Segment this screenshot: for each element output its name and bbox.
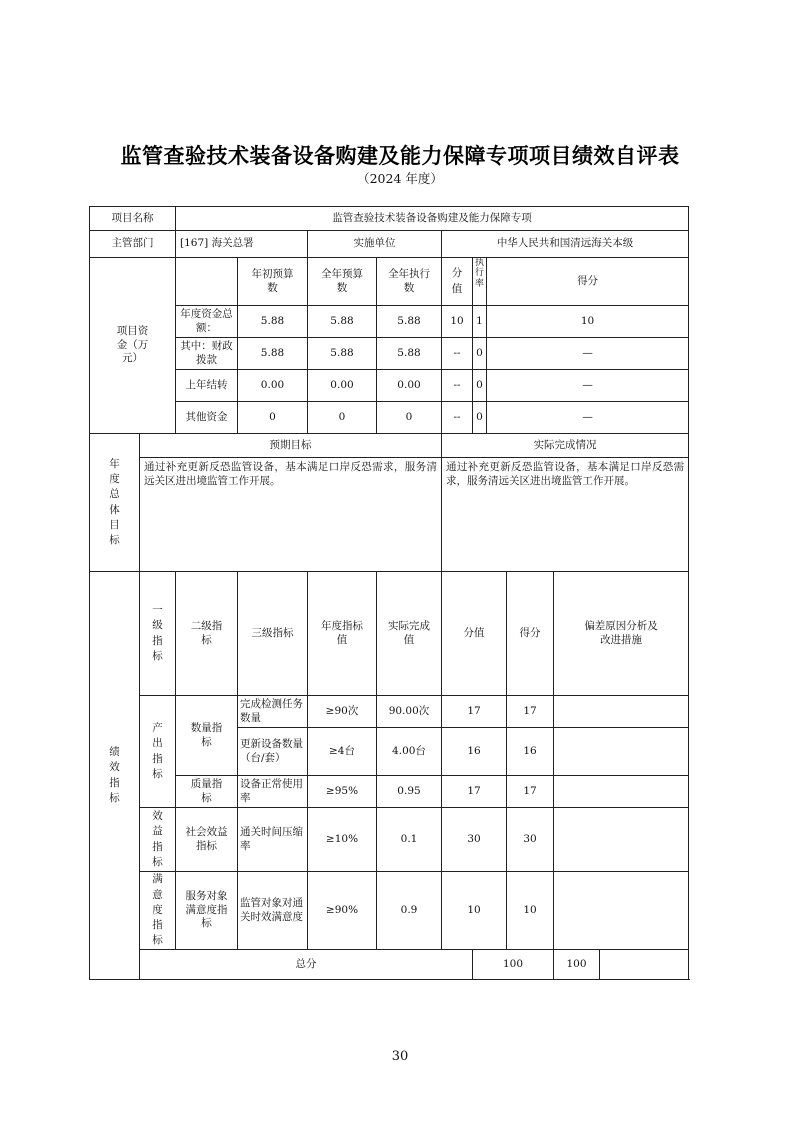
perf-l3: 通关时间压缩率: [238, 808, 308, 872]
funds-row-score: --: [442, 370, 473, 402]
perf-l3: 监管对象对通关时效满意度: [238, 872, 308, 950]
perf-deviation: [554, 728, 689, 776]
perf-target: ≥4台: [308, 728, 377, 776]
funds-row-got: —: [487, 402, 689, 434]
expected-goal-header: 预期目标: [140, 434, 442, 458]
funds-row-got: 10: [487, 306, 689, 338]
perf-score: 30: [442, 808, 507, 872]
perf-header-actual: 实际完成值: [377, 572, 442, 696]
funds-row-exec: 0: [377, 402, 442, 434]
perf-target: ≥10%: [308, 808, 377, 872]
perf-actual: 0.9: [377, 872, 442, 950]
perf-got: 17: [507, 696, 554, 728]
perf-score: 17: [442, 776, 507, 808]
perf-target: ≥90次: [308, 696, 377, 728]
perf-l3: 更新设备数量（台/套）: [238, 728, 308, 776]
funds-row-rate: 0: [473, 370, 487, 402]
evaluation-table: [89, 206, 689, 980]
perf-indicator-label: 绩效指标: [90, 572, 140, 980]
perf-header-l3: 三级指标: [238, 572, 308, 696]
perf-l1-output: 产出指标: [140, 696, 176, 808]
actual-result-header: 实际完成情况: [442, 434, 689, 458]
page-subtitle: （2024 年度）: [357, 171, 443, 186]
funds-row-initial: 5.88: [238, 338, 308, 370]
funds-row-full: 0.00: [308, 370, 377, 402]
funds-header-exec: 全年执行数: [377, 258, 442, 306]
perf-target: ≥90%: [308, 872, 377, 950]
funds-row-full: 5.88: [308, 338, 377, 370]
perf-actual: 0.95: [377, 776, 442, 808]
funds-row-name: 其中：财政拨款: [176, 338, 238, 370]
funds-row-full: 5.88: [308, 306, 377, 338]
funds-header-blank: [176, 258, 238, 306]
perf-actual: 0.1: [377, 808, 442, 872]
perf-actual: 90.00次: [377, 696, 442, 728]
project-name-label: 项目名称: [90, 207, 176, 231]
unit-value: 中华人民共和国清远海关本级: [442, 231, 689, 258]
unit-label: 实施单位: [308, 231, 442, 258]
funds-row-initial: 5.88: [238, 306, 308, 338]
funds-header-rate: 执行率: [473, 258, 487, 306]
funds-row-rate: 0: [473, 402, 487, 434]
perf-header-target: 年度指标值: [308, 572, 377, 696]
perf-l1-benefit: 效益指标: [140, 808, 176, 872]
total-got: 100: [554, 950, 600, 980]
project-name-value: 监管查验技术装备设备购建及能力保障专项: [176, 207, 689, 231]
perf-deviation: [554, 696, 689, 728]
funds-header-full: 全年预算数: [308, 258, 377, 306]
perf-got: 16: [507, 728, 554, 776]
dept-label: 主管部门: [90, 231, 176, 258]
perf-score: 10: [442, 872, 507, 950]
funds-row-name: 年度资金总额：: [176, 306, 238, 338]
funds-row-initial: 0.00: [238, 370, 308, 402]
annual-goal-label: 年度总体目标: [90, 434, 140, 572]
perf-l3: 设备正常使用率: [238, 776, 308, 808]
expected-goal-text: 通过补充更新反恐监管设备，基本满足口岸反恐需求，服务清远关区进出境监管工作开展。: [140, 458, 442, 572]
funds-row-name: 上年结转: [176, 370, 238, 402]
funds-row-full: 0: [308, 402, 377, 434]
perf-deviation: [554, 872, 689, 950]
perf-score: 16: [442, 728, 507, 776]
funds-label: 项目资金（万元）: [90, 258, 176, 434]
funds-row-rate: 0: [473, 338, 487, 370]
funds-row-got: —: [487, 370, 689, 402]
perf-l2-quality: 质量指标: [176, 776, 238, 808]
perf-header-l1: 一级指标: [140, 572, 176, 696]
perf-header-got: 得分: [507, 572, 554, 696]
perf-l3: 完成检测任务数量: [238, 696, 308, 728]
perf-score: 17: [442, 696, 507, 728]
funds-row-initial: 0: [238, 402, 308, 434]
funds-row-exec: 0.00: [377, 370, 442, 402]
perf-l2-quantity: 数量指标: [176, 696, 238, 776]
perf-target: ≥95%: [308, 776, 377, 808]
perf-actual: 4.00台: [377, 728, 442, 776]
perf-got: 17: [507, 776, 554, 808]
funds-header-got: 得分: [487, 258, 689, 306]
funds-row-score: 10: [442, 306, 473, 338]
total-score: 100: [473, 950, 554, 980]
funds-header-initial: 年初预算数: [238, 258, 308, 306]
funds-row-rate: 1: [473, 306, 487, 338]
dept-value: [167] 海关总署: [176, 231, 308, 258]
page-title: 监管查验技术装备设备购建及能力保障专项项目绩效自评表: [120, 144, 680, 168]
funds-row-exec: 5.88: [377, 306, 442, 338]
perf-got: 30: [507, 808, 554, 872]
funds-row-score: --: [442, 338, 473, 370]
perf-header-score: 分值: [442, 572, 507, 696]
funds-row-name: 其他资金: [176, 402, 238, 434]
perf-deviation: [554, 808, 689, 872]
funds-row-got: —: [487, 338, 689, 370]
perf-deviation: [554, 776, 689, 808]
perf-l2-service: 服务对象满意度指标: [176, 872, 238, 950]
total-label: 总分: [140, 950, 473, 980]
perf-l1-satisfaction: 满意度指标: [140, 872, 176, 950]
actual-result-text: 通过补充更新反恐监管设备，基本满足口岸反恐需求，服务清远关区进出境监管工作开展。: [442, 458, 689, 572]
perf-got: 10: [507, 872, 554, 950]
funds-row-exec: 5.88: [377, 338, 442, 370]
perf-l2-social: 社会效益指标: [176, 808, 238, 872]
perf-header-deviation: 偏差原因分析及改进措施: [554, 572, 689, 696]
funds-row-score: --: [442, 402, 473, 434]
total-deviation: [600, 950, 689, 980]
funds-header-score: 分值: [442, 258, 473, 306]
page-number: 30: [391, 1049, 409, 1064]
perf-header-l2: 二级指标: [176, 572, 238, 696]
